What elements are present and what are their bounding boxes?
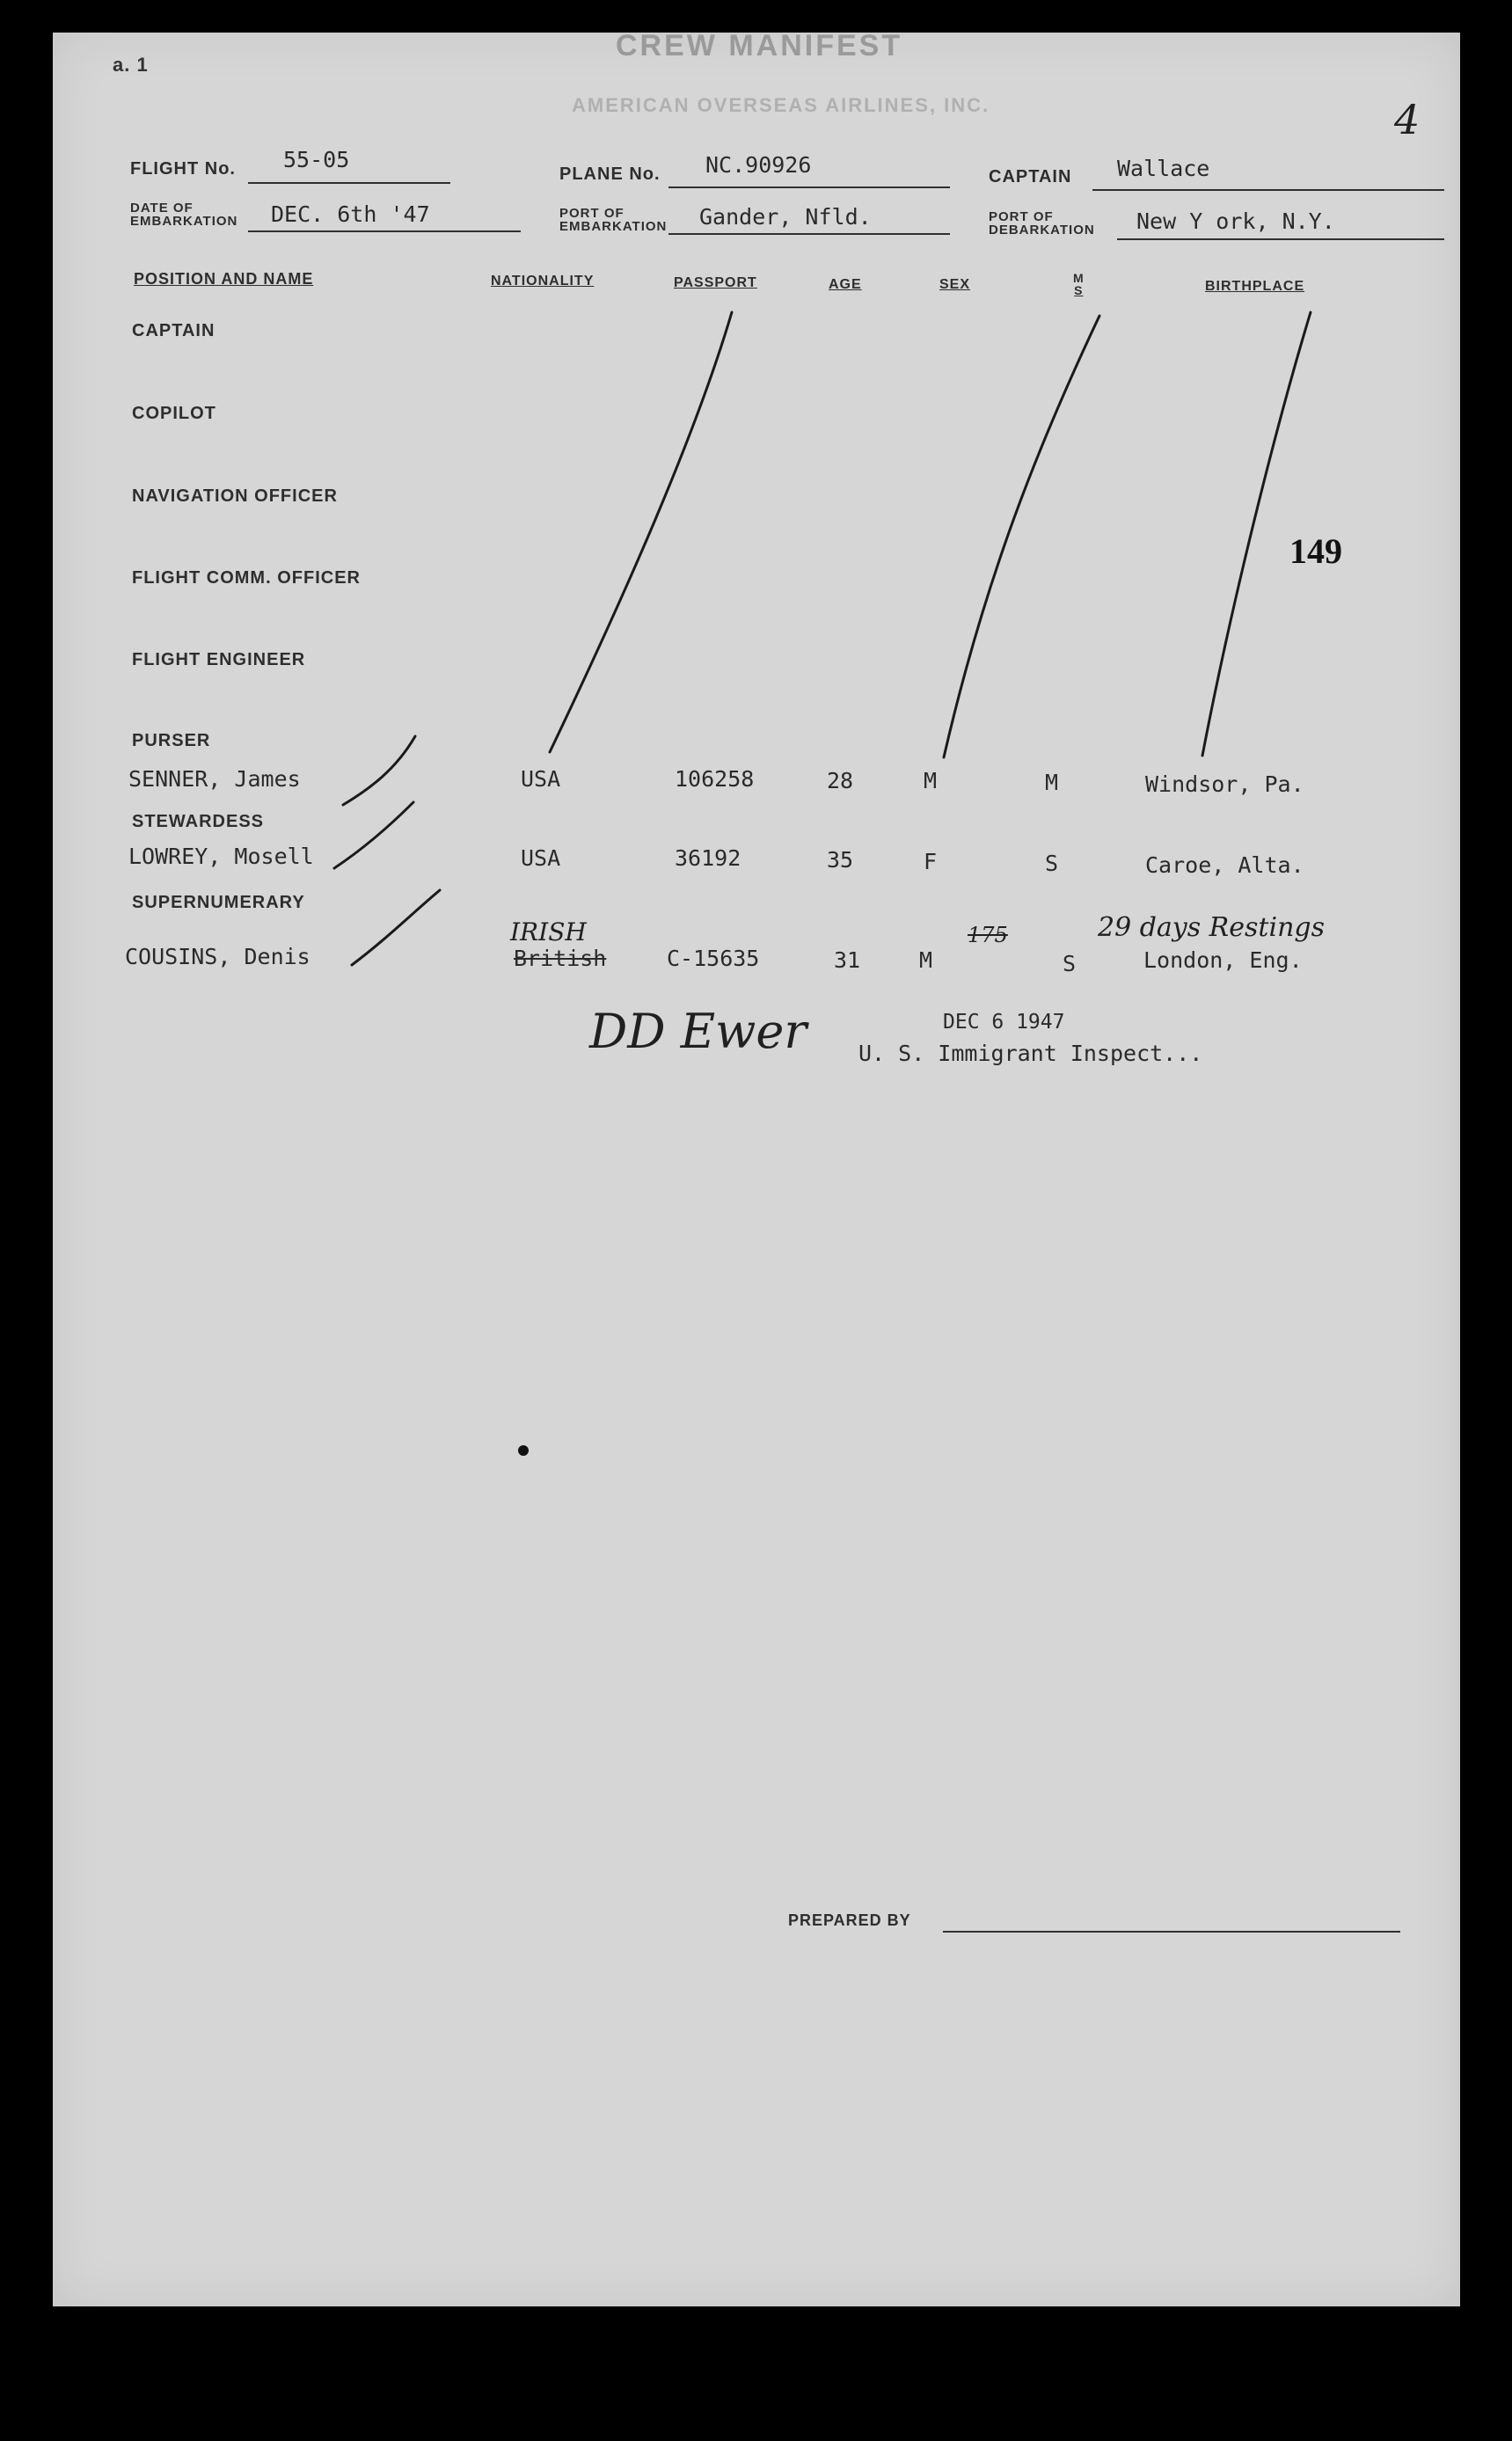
col-age: AGE — [829, 277, 862, 292]
col-nationality: NATIONALITY — [491, 274, 595, 289]
ditto-line-birthplace — [1202, 312, 1311, 756]
crew-1-name: SENNER, James — [128, 766, 301, 792]
corner-mark: a. 1 — [113, 54, 149, 76]
captain-value: Wallace — [1117, 156, 1210, 181]
position-copilot: COPILOT — [132, 404, 216, 423]
inspector-title: U. S. Immigrant Inspect... — [858, 1041, 1203, 1066]
crew-2-name: LOWREY, Mosell — [128, 844, 314, 869]
crew-1-marital: M — [1045, 770, 1059, 795]
manifest-page — [53, 29, 1460, 2306]
plane-no-label: PLANE No. — [559, 164, 661, 184]
captain-label: CAPTAIN — [989, 167, 1072, 186]
inspection-date: DEC 6 1947 — [943, 1011, 1065, 1034]
position-flight-comm-officer: FLIGHT COMM. OFFICER — [132, 568, 361, 588]
crew-2-sex: F — [924, 849, 938, 874]
crew-3-nationality-handwritten: IRISH — [510, 917, 587, 946]
debark-port-label-line1: PORT OF — [989, 209, 1054, 224]
crew-3-nationality: British — [514, 946, 607, 971]
embark-date-label-line2: EMBARKATION — [130, 214, 238, 229]
embark-port-label-line1: PORT OF — [559, 206, 625, 221]
page-number-handwritten: 4 — [1394, 96, 1421, 143]
debark-port-label-line2: DEBARKATION — [989, 223, 1095, 238]
debark-port-value: New Y ork, N.Y. — [1136, 208, 1335, 234]
crew-3-age: 31 — [834, 947, 861, 973]
col-marital-bottom: S — [1074, 283, 1084, 297]
inspector-signature: DD Ewer — [589, 1004, 807, 1059]
crew-3-passport: C-15635 — [667, 946, 760, 971]
crew-2-nationality: USA — [521, 845, 561, 871]
crew-1-sex: M — [924, 768, 938, 793]
checkmark-row-1 — [343, 736, 415, 805]
manifest-title: CREW MANIFEST — [616, 29, 903, 62]
col-marital-top: M — [1073, 271, 1085, 285]
crew-3-birthplace-note: 29 days Restings — [1098, 912, 1325, 943]
flight-no-value: 55-05 — [283, 147, 350, 172]
crew-3-marital-crossed: 175 — [968, 923, 1008, 947]
crew-1-age: 28 — [827, 768, 854, 793]
plane-no-value: NC.90926 — [705, 152, 812, 178]
prepared-by-label: PREPARED BY — [788, 1911, 911, 1929]
embark-date-label-line1: DATE OF — [130, 201, 194, 216]
crew-2-passport: 36192 — [675, 845, 741, 871]
crew-2-age: 35 — [827, 847, 854, 873]
checkmark-row-3 — [352, 890, 440, 965]
stamp-number: 149 — [1289, 531, 1342, 571]
embark-port-label-line2: EMBARKATION — [559, 219, 668, 234]
crew-1-passport: 106258 — [675, 766, 755, 792]
col-birthplace: BIRTHPLACE — [1205, 279, 1305, 294]
crew-2-marital: S — [1045, 851, 1059, 876]
crew-3-name: COUSINS, Denis — [125, 944, 310, 969]
position-flight-engineer: FLIGHT ENGINEER — [132, 650, 306, 669]
position-captain: CAPTAIN — [132, 321, 215, 340]
position-supernumerary: SUPERNUMERARY — [132, 893, 305, 912]
position-purser: PURSER — [132, 731, 211, 750]
ink-dot — [518, 1445, 529, 1456]
ditto-line-marital — [944, 316, 1099, 757]
ditto-line-passport — [550, 312, 732, 752]
flight-no-label: FLIGHT No. — [130, 159, 236, 179]
col-passport: PASSPORT — [674, 275, 757, 290]
handwritten-marks — [53, 33, 1460, 2306]
position-navigation-officer: NAVIGATION OFFICER — [132, 486, 338, 506]
crew-2-birthplace: Caroe, Alta. — [1145, 852, 1304, 878]
embark-port-value: Gander, Nfld. — [699, 204, 872, 230]
crew-3-sex: M — [919, 947, 933, 973]
crew-1-nationality: USA — [521, 766, 561, 792]
checkmark-row-2 — [334, 802, 413, 868]
embark-date-value: DEC. 6th '47 — [271, 201, 430, 227]
crew-1-birthplace: Windsor, Pa. — [1145, 771, 1304, 797]
col-position-and-name: POSITION AND NAME — [134, 270, 314, 288]
position-stewardess: STEWARDESS — [132, 812, 265, 831]
crew-3-birthplace: London, Eng. — [1143, 947, 1303, 973]
crew-3-marital: S — [1063, 951, 1077, 976]
col-sex: SEX — [939, 277, 971, 292]
airline-name: AMERICAN OVERSEAS AIRLINES, INC. — [572, 94, 990, 116]
